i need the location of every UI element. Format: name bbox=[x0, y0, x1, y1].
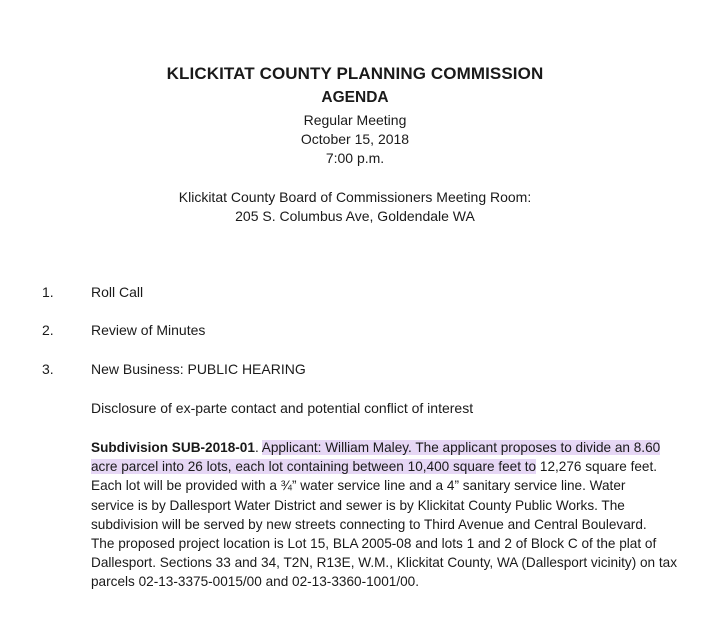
agenda-item-text: Roll Call bbox=[91, 284, 144, 300]
subdivision-line: subdivision will be served by new streets connecting to Third Avenue and Central Boulevard. bbox=[91, 516, 647, 532]
subdivision-line: service is by Dallesport Water District and sewer is by Klickitat County Public Works. The bbox=[91, 497, 625, 513]
agenda-item-number: 1. bbox=[42, 284, 54, 300]
subdivision-line: Dallesport. Sections 33 and 34, T2N, R13E, W.M., Klickitat County, WA (Dallesport vicinity) on tax bbox=[91, 555, 678, 571]
subdivision-line: parcels 02-13-3375-0015/00 and 02-13-3360-1001/00. bbox=[91, 574, 420, 590]
meeting-date: October 15, 2018 bbox=[300, 131, 410, 147]
meeting-location-address: 205 S. Columbus Ave, Goldendale WA bbox=[235, 208, 475, 224]
agenda-item-text: Review of Minutes bbox=[91, 322, 206, 338]
document-subtitle: AGENDA bbox=[321, 89, 389, 106]
highlighted-text: acre parcel into 26 lots, each lot containing between 10,400 square feet to bbox=[91, 459, 537, 475]
subdivision-text: 12,276 square feet. bbox=[536, 459, 658, 475]
subdivision-line: The proposed project location is Lot 15, BLA 2005-08 and lots 1 and 2 of Block C of the plat of bbox=[91, 535, 657, 551]
highlighted-text: Applicant: William Maley. The applicant proposes to divide an 8.60 bbox=[261, 440, 661, 455]
agenda-item-number: 2. bbox=[42, 322, 54, 338]
subdivision-label: Subdivision SUB-2018-01 bbox=[91, 440, 255, 455]
agenda-item-number: 3. bbox=[42, 361, 54, 377]
document-title: KLICKITAT COUNTY PLANNING COMMISSION bbox=[166, 64, 544, 83]
subdivision-line bbox=[91, 457, 706, 476]
subdivision-separator: . bbox=[254, 440, 262, 455]
subdivision-line: Each lot will be provided with a ¾” water service line and a 4” sanitary service line. Water bbox=[91, 478, 626, 494]
disclosure-statement: Disclosure of ex-parte contact and potential conflict of interest bbox=[91, 400, 474, 416]
meeting-location-room: Klickitat County Board of Commissioners Meeting Room: bbox=[178, 189, 532, 205]
agenda-item-text: New Business: PUBLIC HEARING bbox=[91, 361, 306, 377]
meeting-time: 7:00 p.m. bbox=[325, 150, 385, 166]
subdivision-line bbox=[91, 438, 706, 457]
meeting-type: Regular Meeting bbox=[303, 112, 407, 128]
subdivision-description bbox=[91, 438, 706, 592]
